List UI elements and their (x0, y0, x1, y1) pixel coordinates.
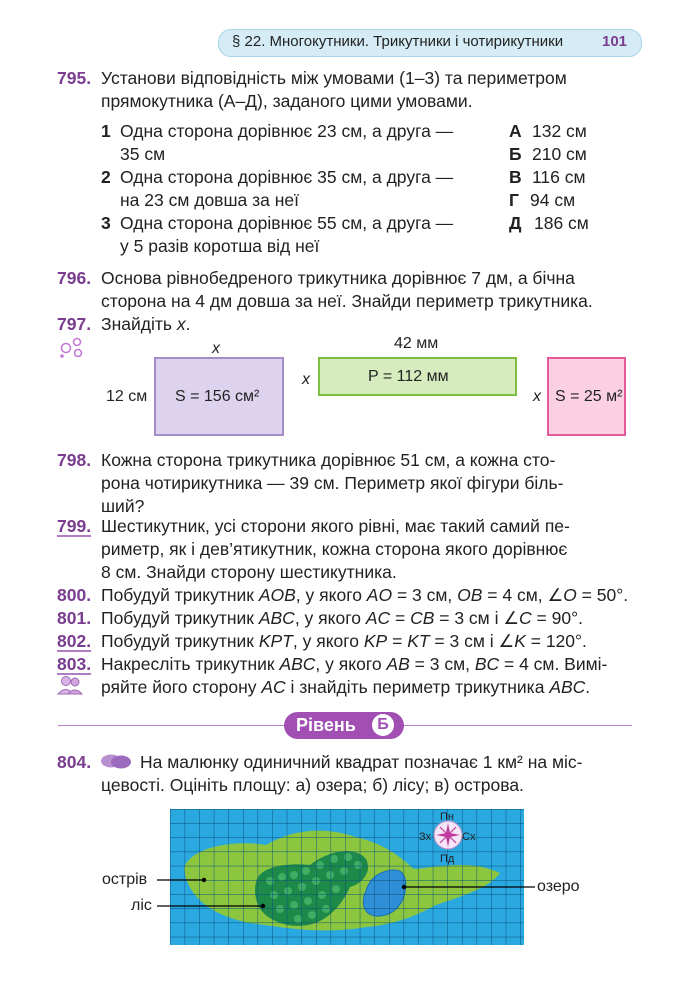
answer-letter: Д (509, 213, 522, 233)
fig1-area-label: S = 156 см² (175, 388, 260, 405)
answer-letter: Б (509, 144, 522, 164)
problem-number: 795. (57, 68, 92, 88)
problem-number: 803. (57, 654, 92, 674)
compass-rose (434, 821, 462, 849)
answer-letter: Г (509, 190, 519, 210)
answer-value: 186 см (534, 213, 589, 233)
compass-east: Сх (462, 831, 476, 843)
item-number: 2 (101, 167, 111, 187)
problem-text: Основа рівнобедреного трикутника дорівнює 7 дм, а бічна (101, 268, 575, 288)
item-number: 3 (101, 213, 111, 233)
problem-number: 801. (57, 608, 92, 628)
problem-text: На малюнку одиничний квадрат позначає 1 км² на міс- (140, 752, 583, 772)
problem-text: Установи відповідність між умовами (1–3) та периметром (101, 68, 567, 88)
map-figure (170, 809, 524, 945)
problem-text: 8 см. Знайди сторону шестикутника. (101, 562, 397, 582)
problem-text: Побудуй трикутник AOB, у якого AO = 3 см, OB = 4 см, ∠O = 50°. (101, 585, 629, 605)
problem-text: Знайдіть x. (101, 314, 191, 334)
problem-text: Шестикутник, усі сторони якого рівні, має такий самий пе- (101, 516, 570, 536)
fig1-top-label: x (212, 340, 220, 357)
fig2-side-label: x (302, 371, 310, 388)
problem-text: Накресліть трикутник ABC, у якого AB = 3 см, BC = 4 см. Вимі- (101, 654, 608, 674)
answer-value: 116 см (532, 167, 586, 187)
problem-text: риметр, як і дев’ятикутник, кожна сторона якого дорівнює (101, 539, 568, 559)
group-work-icon (58, 336, 86, 360)
problem-number: 797. (57, 314, 92, 334)
problem-number: 798. (57, 450, 92, 470)
section-title: § 22. Многокутники. Трикутники і чотирикутники (232, 33, 564, 50)
problem-text: Кожна сторона трикутника дорівнює 51 см, а кожна сто- (101, 450, 556, 470)
pair-work-icon (56, 674, 84, 696)
problem-number: 804. (57, 752, 92, 772)
item-number: 1 (101, 121, 111, 141)
compass-north: Пн (440, 811, 454, 823)
item-text: 35 см (120, 144, 166, 164)
answer-value: 94 см (530, 190, 576, 210)
problem-text: ший? (101, 496, 145, 516)
fig1-side-label: 12 см (106, 388, 148, 405)
fig3-area-label: S = 25 м² (555, 388, 623, 405)
item-text: Одна сторона дорівнює 23 см, а друга — (120, 121, 454, 141)
problem-text: прямокутника (А–Д), заданого цими умовами. (101, 91, 473, 111)
page-number: 101 (602, 33, 628, 50)
answer-value: 132 см (532, 121, 587, 141)
problem-text: сторона на 4 дм довша за неї. Знайди периметр трикутника. (101, 291, 593, 311)
item-text: Одна сторона дорівнює 35 см, а друга — (120, 167, 454, 187)
answer-letter: А (509, 121, 522, 141)
problem-number: 800. (57, 585, 92, 605)
problem-text: ряйте його сторону AC і знайдіть периметр трикутника ABC. (101, 677, 591, 697)
fig2-perimeter-label: P = 112 мм (368, 368, 449, 385)
lake-label: озеро (537, 878, 580, 895)
fig3-side-label: x (533, 388, 541, 405)
problem-number: 796. (57, 268, 92, 288)
item-text: у 5 разів коротша від неї (120, 236, 320, 256)
island-label: острів (102, 871, 148, 888)
fig2-top-label: 42 мм (394, 335, 439, 352)
problem-number: 802. (57, 631, 92, 651)
map-grid (170, 809, 524, 945)
problem-text: рона чотирикутника — 39 см. Периметр якої фігури біль- (101, 473, 564, 493)
problem-number: 799. (57, 516, 92, 536)
problem-text: Побудуй трикутник ABC, у якого AC = CB = 3 см і ∠C = 90°. (101, 608, 583, 628)
forest-label: ліс (131, 897, 152, 914)
level-badge: Рівень (284, 712, 404, 739)
discussion-icon (100, 753, 132, 771)
problem-text: цевості. Оцініть площу: а) озера; б) лісу; в) острова. (101, 775, 524, 795)
answer-value: 210 см (532, 144, 587, 164)
compass-west: Зх (419, 831, 432, 843)
item-text: на 23 см довша за неї (120, 190, 299, 210)
item-text: Одна сторона дорівнює 55 см, а друга — (120, 213, 454, 233)
answer-letter: В (509, 167, 522, 187)
compass-south: Пд (440, 853, 455, 865)
level-letter: Б (372, 714, 394, 736)
problem-text: Побудуй трикутник KPT, у якого KP = KT = 3 см і ∠K = 120°. (101, 631, 587, 651)
